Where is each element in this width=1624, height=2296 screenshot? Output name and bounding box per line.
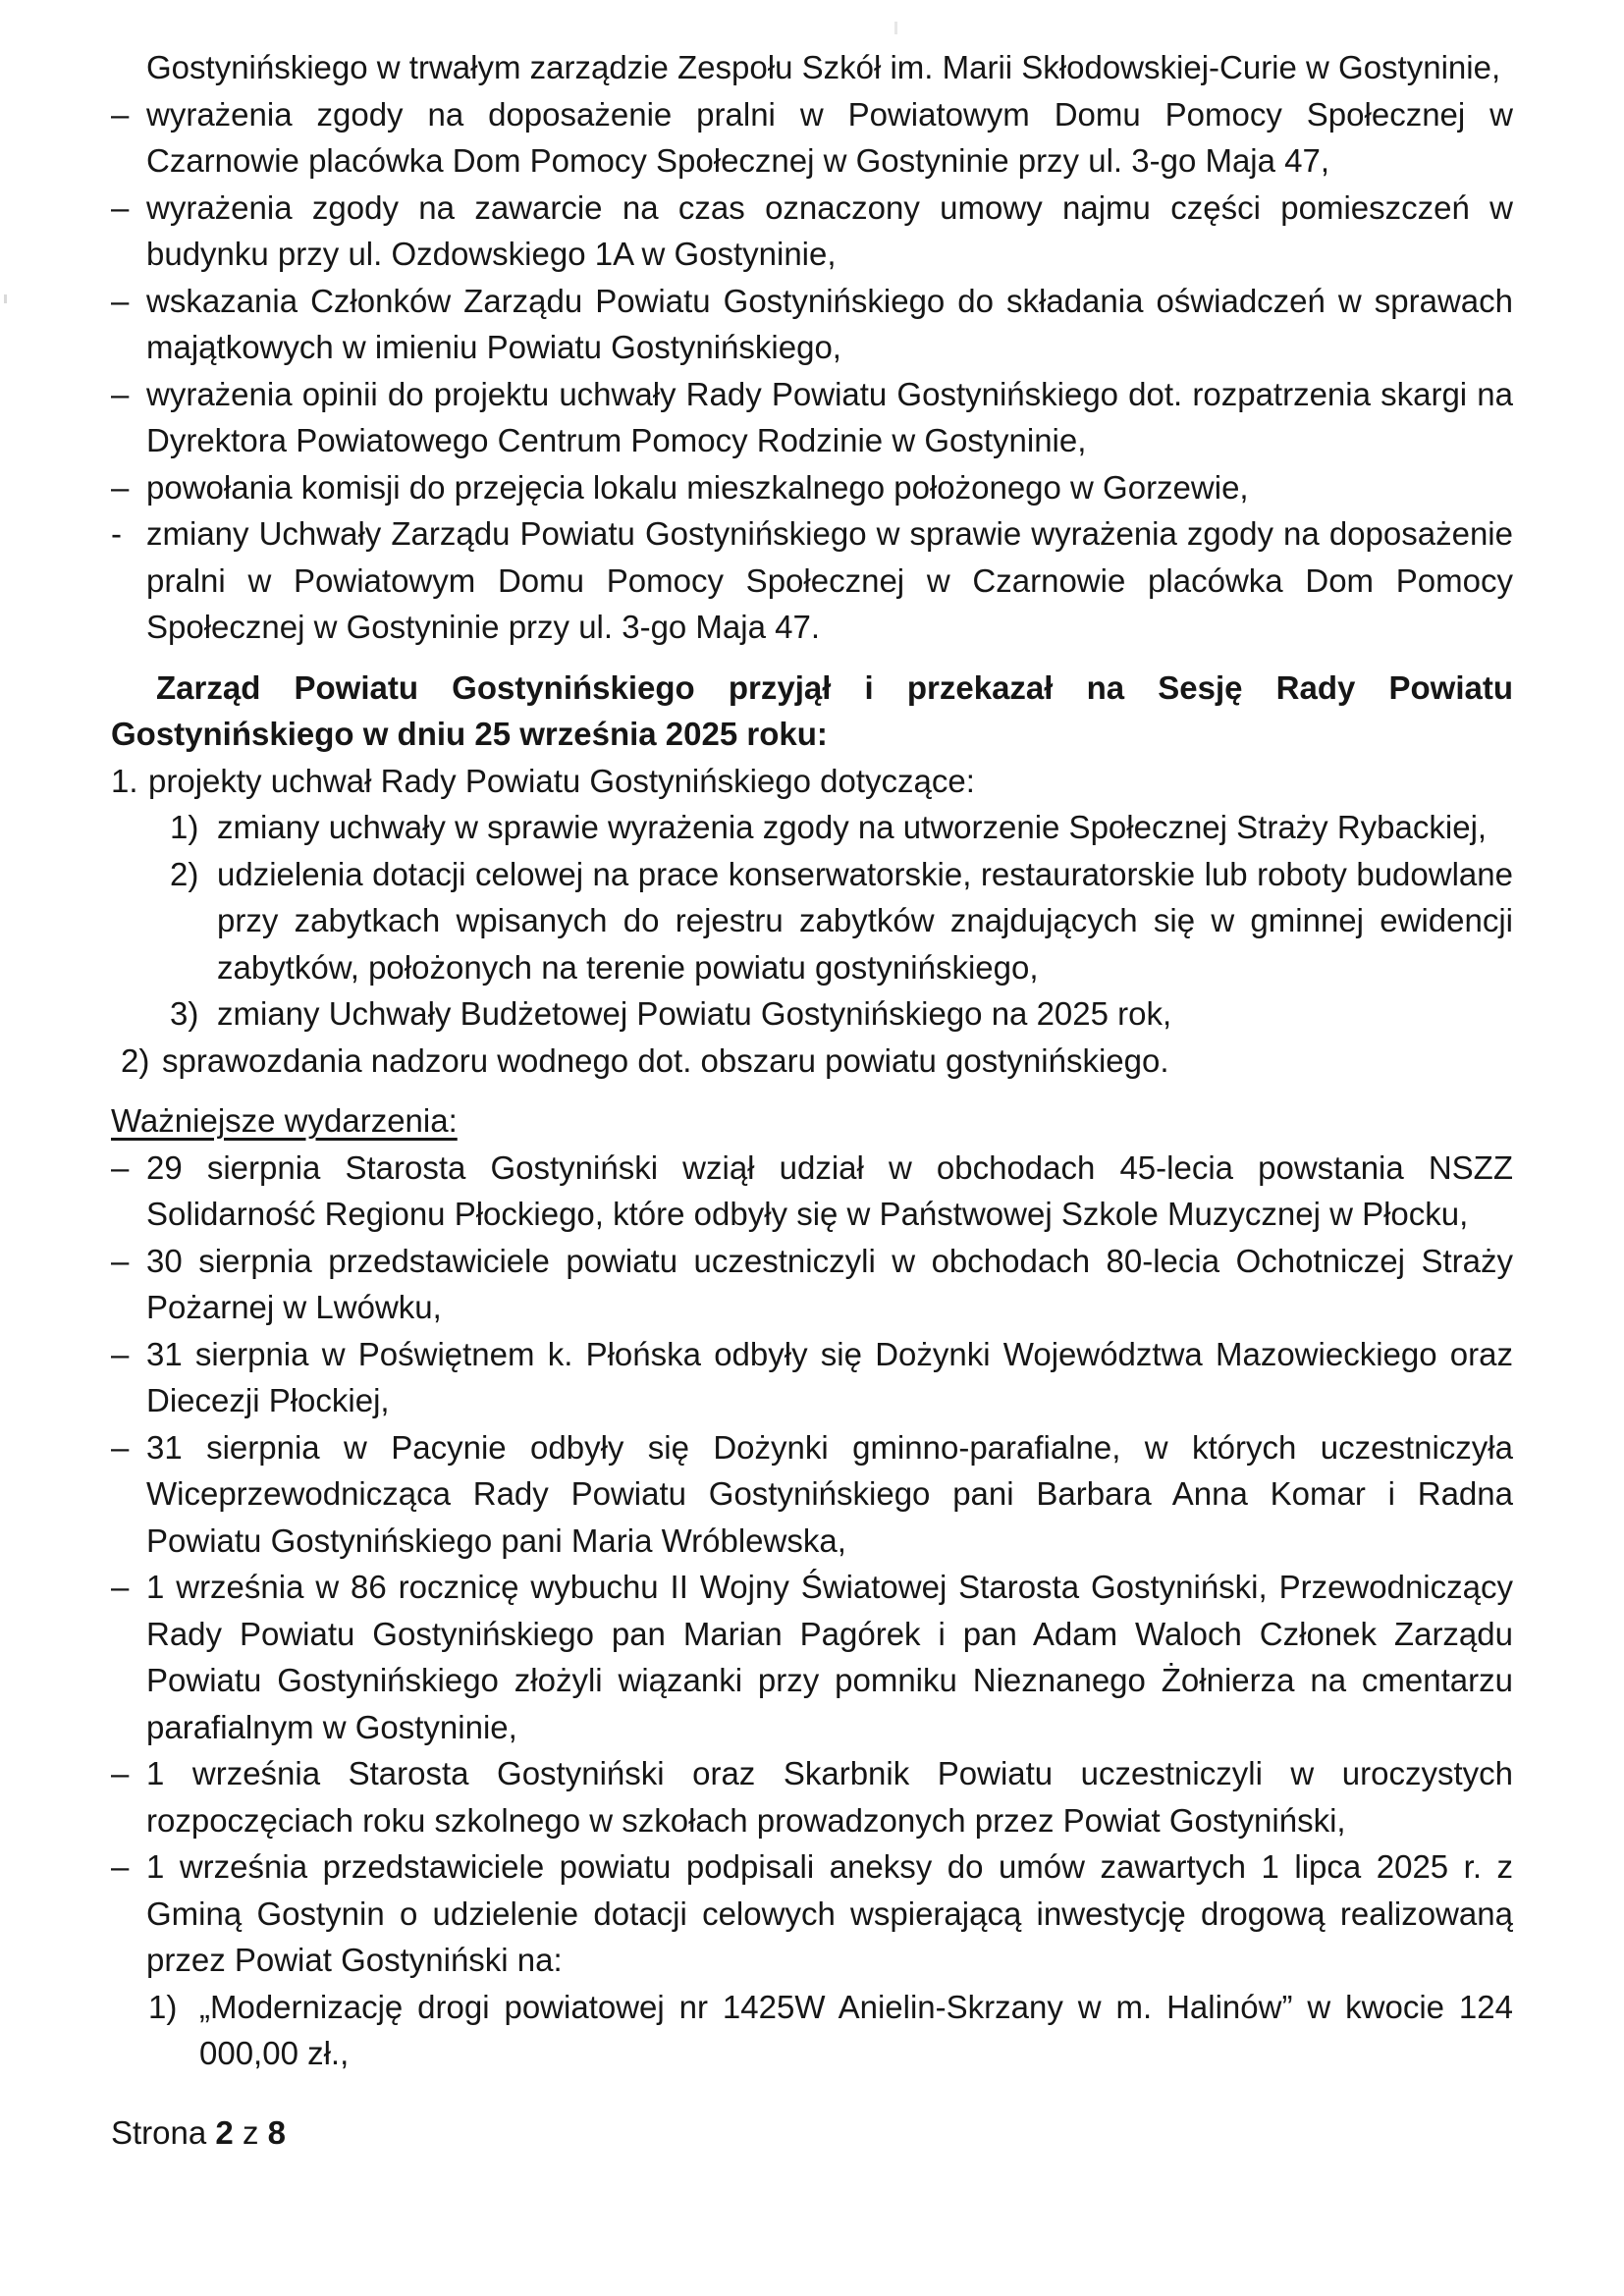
item-number: 1)	[170, 809, 199, 845]
list-item-text: 30 sierpnia przedstawiciele powiatu uczestniczyli w obchodach 80-lecia Ochotniczej Straży Pożarnej w Lwówku,	[146, 1242, 1513, 1325]
item-text: projekty uchwał Rady Powiatu Gostynińskiego dotyczące:	[148, 762, 975, 799]
dash-bullet: –	[111, 1148, 130, 1186]
list-item	[111, 1424, 1513, 1565]
list-item	[111, 464, 1513, 511]
scan-artifact	[894, 22, 897, 34]
list-item-text: wyrażenia zgody na zawarcie na czas oznaczony umowy najmu części pomieszczeń w budynku przy ul. Ozdowskiego 1A w Gostyninie,	[146, 188, 1513, 272]
item-text: „Modernizację drogi powiatowej nr 1425W Anielin-Skrzany w m. Halinów” w kwocie 124 000,00 zł.,	[199, 1988, 1513, 2071]
list-item	[111, 1331, 1513, 1424]
numbered-subitem	[111, 1984, 1513, 2077]
item-number: 1)	[148, 1988, 178, 2025]
continuation-text: Gostynińskiego w trwałym zarządzie Zespołu Szkół im. Marii Skłodowskiej-Curie w Gostyninie,	[146, 49, 1501, 85]
item-text: zmiany uchwały w sprawie wyrażenia zgody na utworzenie Społecznej Straży Rybackiej,	[217, 809, 1488, 845]
footer-label: Strona	[111, 2114, 207, 2151]
list-item-text: 29 sierpnia Starosta Gostyniński wziął udział w obchodach 45-lecia powstania NSZZ Solidarność Regionu Płockiego, które odbyły się w Państwowej Szkole Muzycznej w Płocku,	[146, 1148, 1513, 1232]
list-item-text: 31 sierpnia w Poświętnem k. Płońska odbyły się Dożynki Województwa Mazowieckiego oraz Diecezji Płockiej,	[146, 1335, 1513, 1418]
dash-bullet: –	[111, 1848, 130, 1885]
numbered-item	[111, 1038, 1513, 1085]
list-item-text: wyrażenia opinii do projektu uchwały Rady Powiatu Gostynińskiego dot. rozpatrzenia skargi na Dyrektora Powiatowego Centrum Pomocy Rodzinie w Gostyninie,	[146, 375, 1513, 458]
dash-bullet: –	[111, 1755, 130, 1791]
list-item-text: 1 września przedstawiciele powiatu podpisali aneksy do umów zawartych 1 lipca 2025 r. z Gminą Gostynin o udzielenie dotacji celowych wspierającą inwestycję drogową realizowaną przez Powiat Gostyniński na:	[146, 1848, 1513, 1978]
item-number: 2)	[170, 855, 199, 892]
dash-bullet: –	[111, 95, 130, 133]
events-heading-text: Ważniejsze wydarzenia:	[111, 1102, 458, 1139]
dash-bullet: -	[111, 515, 122, 552]
list-item-text: 1 września w 86 rocznicę wybuchu II Wojny Światowej Starosta Gostyniński, Przewodniczący Rady Powiatu Gostynińskiego pan Marian Pagórek i pan Adam Waloch Członek Zarządu Powiatu Gostynińskiego złożyli wiązanki przy pomniku Nieznanego Żołnierza na cmentarzu parafialnym w Gostyninie,	[146, 1569, 1513, 1745]
list-item-text: powołania komisji do przejęcia lokalu mieszkalnego położonego w Gorzewie,	[146, 468, 1249, 506]
list-item-text: wskazania Członków Zarządu Powiatu Gostynińskiego do składania oświadczeń w sprawach majątkowych w imieniu Powiatu Gostynińskiego,	[146, 282, 1513, 365]
list-item-text: 1 września Starosta Gostyniński oraz Skarbnik Powiatu uczestniczyli w uroczystych rozpoczęciach roku szkolnego w szkołach prowadzonych przez Powiat Gostyniński,	[146, 1755, 1513, 1839]
session-paragraph: Zarząd Powiatu Gostynińskiego przyjął i przekazał na Sesję Rady Powiatu Gostynińskiego w dniu 25 września 2025 roku:	[111, 668, 1513, 752]
list-item	[111, 1843, 1513, 1984]
page-footer	[111, 2109, 286, 2157]
dash-bullet: –	[111, 1242, 130, 1279]
dash-bullet: –	[111, 1428, 130, 1466]
item-number: 1.	[111, 762, 138, 799]
list-item	[111, 91, 1513, 185]
item-number: 2)	[121, 1041, 150, 1079]
list-item-text: 31 sierpnia w Pacynie odbyły się Dożynki gminno-parafialne, w których uczestniczyła Wiceprzewodnicząca Rady Powiatu Gostynińskiego pani Barbara Anna Komar i Radna Powiatu Gostynińskiego pani Maria Wróblewska,	[146, 1428, 1513, 1559]
dash-bullet: –	[111, 188, 130, 226]
list-item-text: zmiany Uchwały Zarządu Powiatu Gostynińskiego w sprawie wyrażenia zgody na doposażenie pralni w Powiatowym Domu Pomocy Społecznej w Czarnowie placówka Dom Pomocy Społecznej w Gostyninie przy ul. 3-go Maja 47.	[146, 515, 1513, 645]
list-item	[111, 1238, 1513, 1331]
item-text: sprawozdania nadzoru wodnego dot. obszaru powiatu gostynińskiego.	[162, 1041, 1169, 1079]
footer-separator: z	[242, 2114, 259, 2151]
list-item	[111, 371, 1513, 464]
list-item	[111, 278, 1513, 371]
item-text: udzielenia dotacji celowej na prace konserwatorskie, restauratorskie lub roboty budowlane przy zabytkach wpisanych do rejestru zabytków znajdujących się w gminnej ewidencji zabytków, położonych na terenie powiatu gostynińskiego,	[217, 855, 1513, 986]
list-item	[111, 1145, 1513, 1238]
dash-bullet: –	[111, 468, 130, 506]
item-number: 3)	[170, 995, 199, 1032]
item-text: zmiany Uchwały Budżetowej Powiatu Gostynińskiego na 2025 rok,	[217, 995, 1172, 1032]
numbered-subitem	[111, 804, 1513, 851]
list-item	[111, 510, 1513, 651]
session-list	[111, 758, 1513, 1085]
scan-artifact	[4, 294, 7, 303]
resolutions-list	[111, 91, 1513, 651]
list-item	[111, 185, 1513, 278]
list-item	[111, 1750, 1513, 1843]
dash-bullet: –	[111, 1335, 130, 1372]
numbered-subitem	[111, 990, 1513, 1038]
events-list	[111, 1145, 1513, 2077]
dash-bullet: –	[111, 282, 130, 319]
numbered-item	[111, 758, 1513, 805]
list-item-text: wyrażenia zgody na doposażenie pralni w Powiatowym Domu Pomocy Społecznej w Czarnowie placówka Dom Pomocy Społecznej w Gostyninie przy ul. 3-go Maja 47,	[146, 95, 1513, 179]
dash-bullet: –	[111, 375, 130, 412]
numbered-subitem	[111, 851, 1513, 991]
footer-page-number: 2	[215, 2114, 234, 2151]
dash-bullet: –	[111, 1569, 130, 1605]
footer-page-total: 8	[267, 2114, 286, 2151]
list-item	[111, 1564, 1513, 1750]
events-heading	[111, 1097, 1513, 1145]
